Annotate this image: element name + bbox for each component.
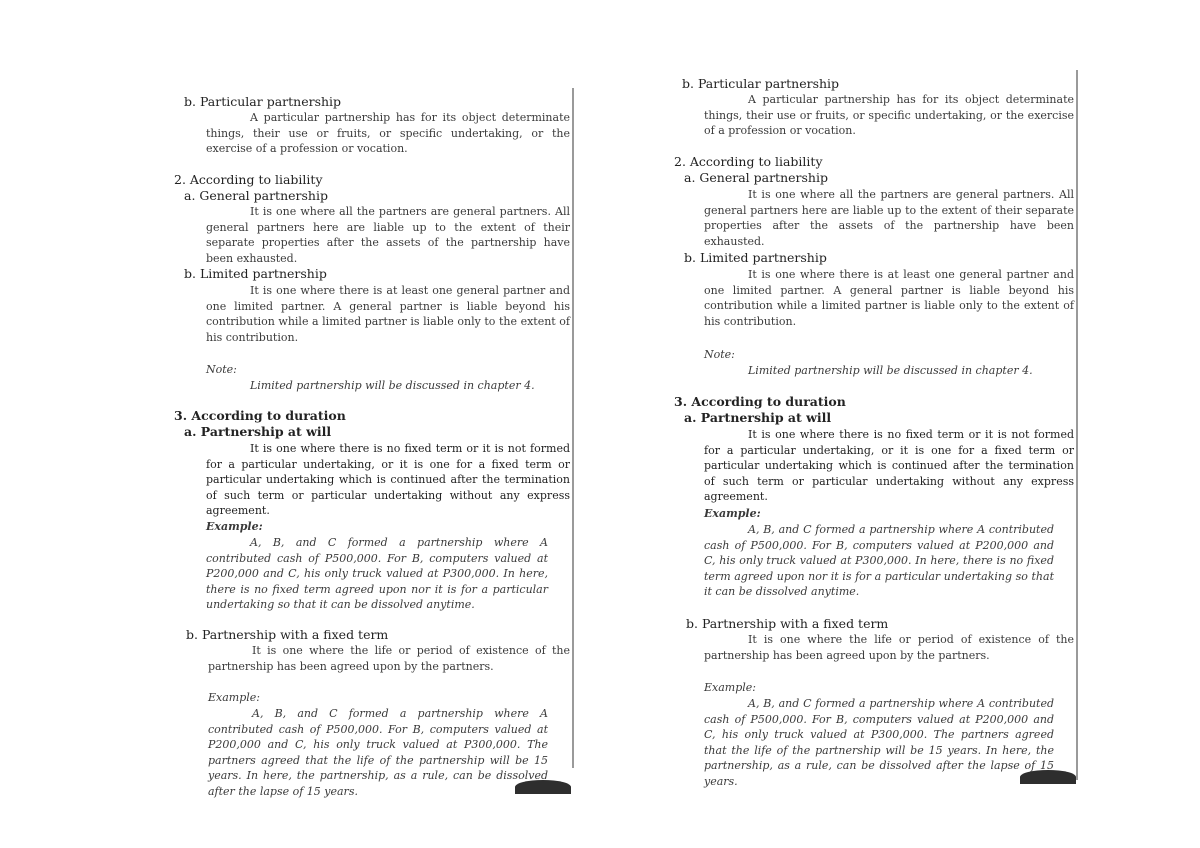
paragraph-general-partnership: It is one where all the partners are general partners. All general partners here are liable up to the extent of their separate properties after the assets of the partnership have been exhausted. (704, 188, 1074, 248)
example-label-1: Example: (704, 507, 761, 520)
paragraph-limited-partnership: It is one where there is at least one general partner and one limited partner. A general partner is liable beyond his contribution while a limited partner is liable only to the extent of his contribution. (206, 284, 570, 344)
heading-according-to-liability: 2. According to liability (174, 172, 323, 187)
heading-general-partnership: a. General partnership (684, 170, 828, 185)
paragraph-particular-partnership: A particular partnership has for its object determinate things, their use or fruits, or specific undertaking, or the exercise of a profession or vocation. (704, 93, 1074, 137)
heading-partnership-at-will: a. Partnership at will (684, 410, 832, 425)
heading-limited-partnership: b. Limited partnership (184, 266, 327, 281)
paragraph-limited-partnership: It is one where there is at least one general partner and one limited partner. A general partner is liable beyond his contribution while a limited partner is liable only to the extent of his contribution. (704, 268, 1074, 328)
heading-particular-partnership: b. Particular partnership (682, 76, 840, 91)
heading-according-to-liability: 2. According to liability (674, 154, 823, 169)
note-text: Limited partnership will be discussed in chapter 4. (250, 379, 535, 392)
paragraph-particular-partnership: A particular partnership has for its object determinate things, their use or fruits, or specific undertaking, or the exercise of a profession or vocation. (206, 111, 570, 155)
example-label-2: Example: (208, 691, 260, 704)
example-text-1: A, B, and C formed a partnership where A contributed cash of P500,000. For B, computers valued at P200,000 and C, his only truck valued at P300,000. In here, there is no fixed term agreed upon nor it is for a particular undertaking so that it can be dissolved anytime. (704, 523, 1054, 598)
heading-partnership-at-will: a. Partnership at will (184, 424, 332, 439)
heading-according-to-duration: 3. According to duration (174, 408, 346, 423)
heading-partnership-fixed-term: b. Partnership with a fixed term (686, 616, 889, 631)
example-text-2: A, B, and C formed a partnership where A contributed cash of P500,000. For B, computers valued at P200,000 and C, his only truck valued at P300,000. The partners agreed that the life of the partnership will be 15 years. In here, the partnership, as a rule, can be dissolved after the lapse of 15 years. (704, 697, 1054, 788)
paragraph-general-partnership: It is one where all the partners are general partners. All general partners here are liable up to the extent of their separate properties after the assets of the partnership have been exhausted. (206, 205, 570, 265)
heading-particular-partnership: b. Particular partnership (184, 94, 342, 109)
note-label: Note: (704, 348, 735, 361)
heading-general-partnership: a. General partnership (184, 188, 328, 203)
heading-according-to-duration: 3. According to duration (674, 394, 846, 409)
paragraph-partnership-fixed-term: It is one where the life or period of existence of the partnership has been agreed upon by the partners. (208, 644, 570, 673)
right-page-edge (1076, 70, 1078, 780)
paragraph-partnership-fixed-term: It is one where the life or period of existence of the partnership has been agreed upon by the partners. (704, 633, 1074, 662)
example-label-2: Example: (704, 681, 756, 694)
note-text: Limited partnership will be discussed in chapter 4. (748, 364, 1033, 377)
example-text-1: A, B, and C formed a partnership where A contributed cash of P500,000. For B, computers valued at P200,000 and C, his only truck valued at P300,000. In here, there is no fixed term agreed upon nor it is for a particular undertaking so that it can be dissolved anytime. (206, 536, 548, 611)
paragraph-partnership-at-will: It is one where there is no fixed term or it is not formed for a particular undertaking, or it is one for a fixed term or particular undertaking which is continued after the termination of such term or particular undertaking without any express agreement. (704, 428, 1074, 503)
example-label-1: Example: (206, 520, 263, 533)
heading-limited-partnership: b. Limited partnership (684, 250, 827, 265)
note-label: Note: (206, 363, 237, 376)
paragraph-partnership-at-will: It is one where there is no fixed term or it is not formed for a particular undertaking, or it is one for a fixed term or particular undertaking which is continued after the termination of such term or particular undertaking without any express agreement. (206, 442, 570, 517)
heading-partnership-fixed-term: b. Partnership with a fixed term (186, 627, 389, 642)
example-text-2: A, B, and C formed a partnership where A contributed cash of P500,000. For B, computers valued at P200,000 and C, his only truck valued at P300,000. The partners agreed that the life of the partnership will be 15 years. In here, the partnership, as a rule, can be dissolved after the lapse of 15 years. (208, 707, 548, 798)
left-page-edge (572, 88, 574, 768)
